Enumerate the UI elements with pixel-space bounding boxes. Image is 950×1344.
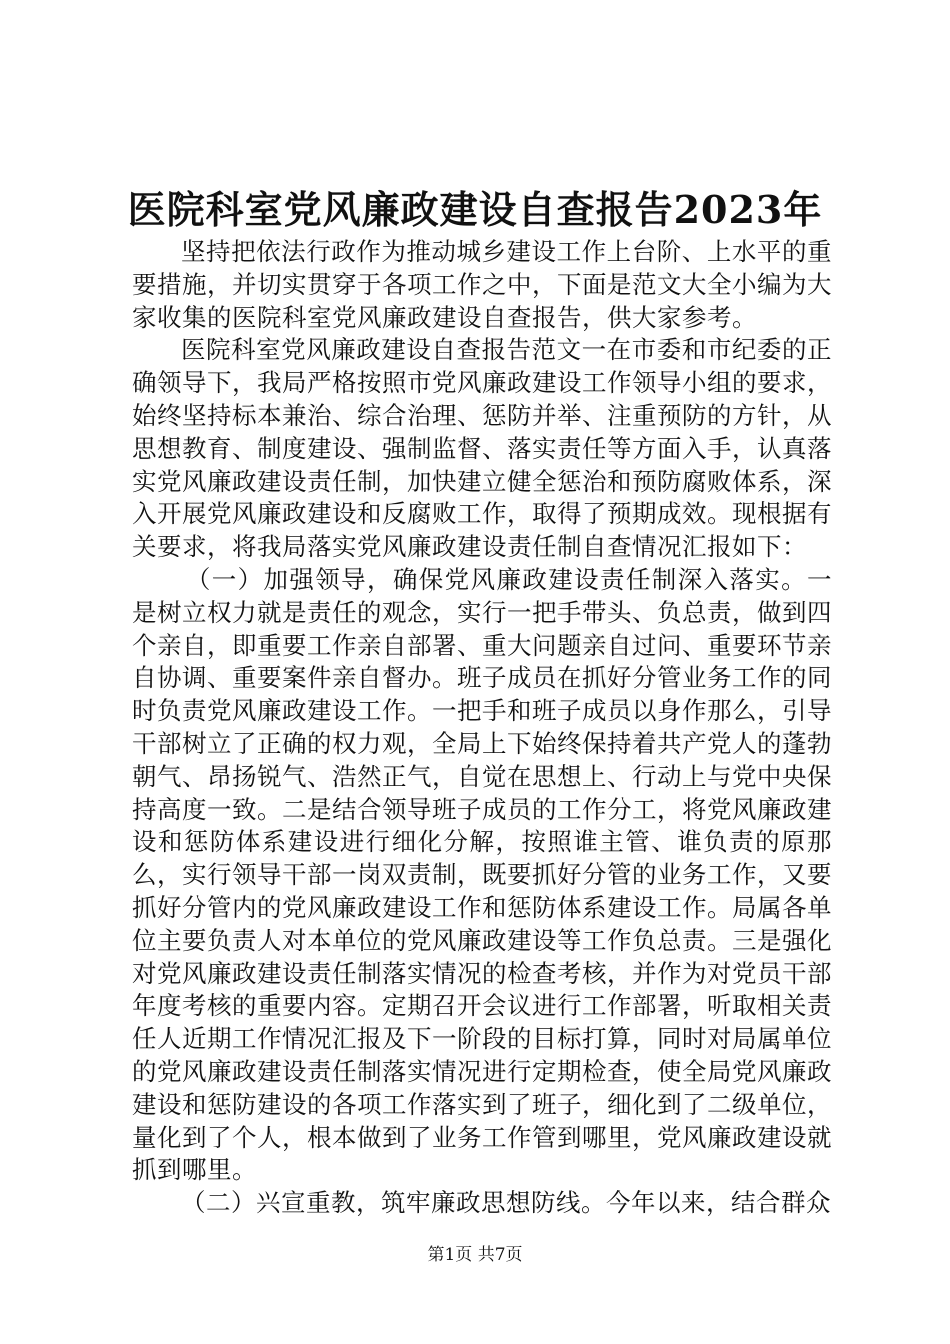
document-title: 医院科室党风廉政建设自查报告2023年	[127, 187, 823, 232]
document-body	[132, 236, 832, 1220]
page-number-footer: 第1页 共7页	[427, 1245, 523, 1265]
paragraph-section-two: （二）兴宣重教，筑牢廉政思想防线。今年以来，结合群众	[181, 1188, 831, 1218]
paragraph-report-opening: 医院科室党风廉政建设自查报告范文一在市委和市纪委的正确领导下，我局严格按照市党风廉政建设工作领导小组的要求，始终坚持标本兼治、综合治理、惩防并举、注重预防的方针，从思想教育、制度建设、强制监督、落实责任等方面入手，认真落实党风廉政建设责任制，加快建立健全惩治和预防腐败体系，深入开展党风廉政建设和反腐败工作，取得了预期成效。现根据有关要求，将我局落实党风廉政建设责任制自查情况汇报如下：	[132, 335, 832, 562]
paragraph-intro: 坚持把依法行政作为推动城乡建设工作上台阶、上水平的重要措施，并切实贯穿于各项工作之中，下面是范文大全小编为大家收集的医院科室党风廉政建设自查报告，供大家参考。	[132, 237, 832, 332]
paragraph-section-one: （一）加强领导，确保党风廉政建设责任制深入落实。一是树立权力就是责任的观念，实行一把手带头、负总责，做到四个亲自，即重要工作亲自部署、重大问题亲自过问、重要环节亲自协调、重要案件亲自督办。班子成员在抓好分管业务工作的同时负责党风廉政建设工作。一把手和班子成员以身作那么，引导干部树立了正确的权力观，全局上下始终保持着共产党人的蓬勃朝气、昂扬锐气、浩然正气，自觉在思想上、行动上与党中央保持高度一致。二是结合领导班子成员的工作分工，将党风廉政建设和惩防体系建设进行细化分解，按照谁主管、谁负责的原那么，实行领导干部一岗双责制，既要抓好分管的业务工作，又要抓好分管内的党风廉政建设工作和惩防体系建设工作。局属各单位主要负责人对本单位的党风廉政建设等工作负总责。三是强化对党风廉政建设责任制落实情况的检查考核，并作为对党员干部年度考核的重要内容。定期召开会议进行工作部署，听取相关责任人近期工作情况汇报及下一阶段的目标打算，同时对局属单位的党风廉政建设责任制落实情况进行定期检查，使全局党风廉政建设和惩防建设的各项工作落实到了班子，细化到了二级单位，量化到了个人，根本做到了业务工作管到哪里，党风廉政建设就抓到哪里。	[132, 564, 832, 1185]
